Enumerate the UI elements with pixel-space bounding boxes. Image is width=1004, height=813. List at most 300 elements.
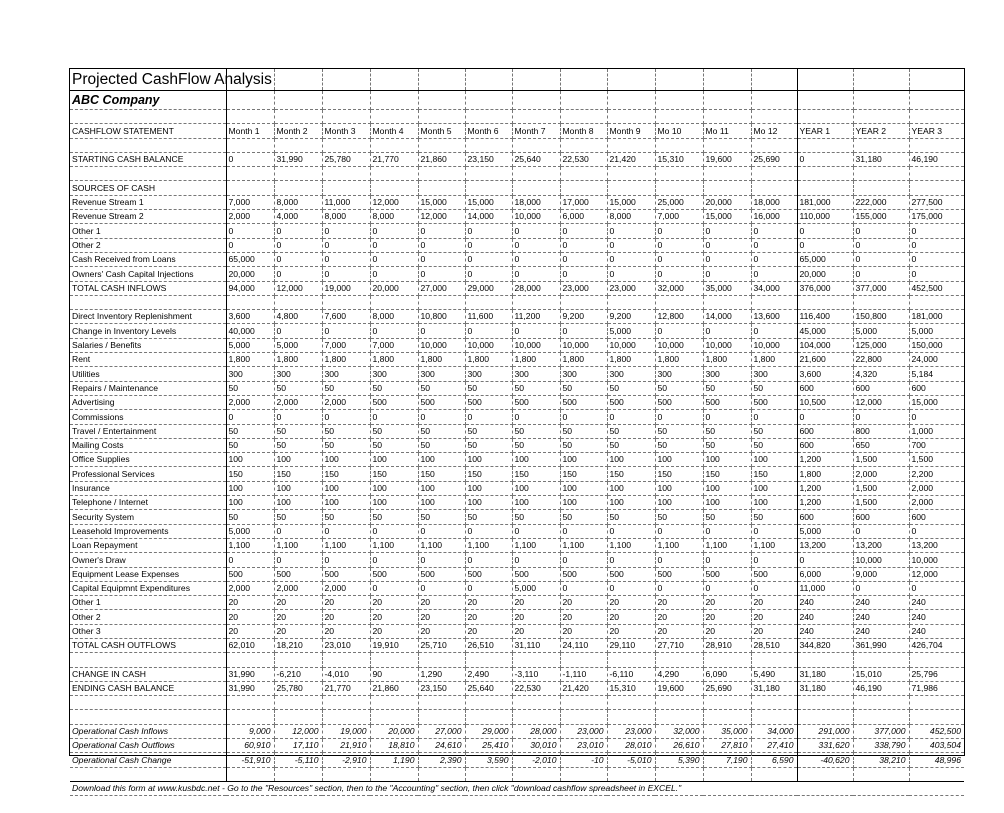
value-cell: 500	[465, 567, 512, 581]
value-cell: 100	[655, 481, 703, 495]
value-cell: 50	[560, 510, 607, 524]
value-cell: 5,000	[274, 338, 322, 352]
value-cell: 20,000	[370, 281, 418, 295]
cell	[512, 295, 560, 309]
value-cell: 48,996	[909, 753, 964, 767]
value-cell: 2,000	[322, 395, 370, 409]
value-cell: 5,000	[853, 324, 909, 338]
value-cell: 150	[274, 467, 322, 481]
row-label-cell	[70, 110, 226, 124]
value-cell: 2,000	[909, 496, 964, 510]
value-cell: 8,000	[370, 310, 418, 324]
value-cell: 31,990	[226, 681, 274, 695]
value-cell: 29,000	[465, 724, 512, 738]
title-row	[70, 69, 964, 91]
value-cell: 34,000	[751, 281, 797, 295]
value-cell: 10,000	[853, 553, 909, 567]
table-row	[70, 538, 964, 552]
value-cell: 300	[512, 367, 560, 381]
cell	[607, 167, 655, 181]
cell	[322, 181, 370, 195]
value-cell: 27,000	[418, 281, 465, 295]
cell	[322, 110, 370, 124]
value-cell: 0	[909, 224, 964, 238]
value-cell: 500	[751, 395, 797, 409]
value-cell: 65,000	[797, 252, 853, 266]
table-row	[70, 567, 964, 581]
value-cell: 20	[465, 610, 512, 624]
cell	[418, 110, 465, 124]
value-cell: 50	[751, 381, 797, 395]
value-cell: 300	[322, 367, 370, 381]
cell	[512, 91, 560, 110]
column-header: YEAR 3	[909, 124, 964, 138]
column-header: Month 8	[560, 124, 607, 138]
value-cell: 0	[560, 524, 607, 538]
cell	[909, 69, 964, 91]
cell	[418, 91, 465, 110]
column-header: Month 3	[322, 124, 370, 138]
value-cell: 1,100	[370, 538, 418, 552]
value-cell: 150,000	[909, 338, 964, 352]
cell	[751, 295, 797, 309]
value-cell: 2,000	[853, 467, 909, 481]
cell	[418, 767, 465, 781]
cell	[418, 653, 465, 667]
value-cell: 240	[909, 610, 964, 624]
value-cell: 100	[465, 496, 512, 510]
value-cell: 23,150	[418, 681, 465, 695]
value-cell: 20	[226, 624, 274, 638]
row-label: Other 3	[70, 624, 226, 638]
row-label: Operational Cash Outflows	[70, 739, 226, 753]
cell	[607, 653, 655, 667]
value-cell: 500	[751, 567, 797, 581]
value-cell: 0	[512, 267, 560, 281]
value-cell: 0	[322, 324, 370, 338]
value-cell: 25,410	[465, 739, 512, 753]
row-label: CHANGE IN CASH	[70, 667, 226, 681]
column-header: Month 5	[418, 124, 465, 138]
value-cell: 13,600	[751, 310, 797, 324]
value-cell: 0	[751, 238, 797, 252]
cell	[703, 710, 751, 724]
value-cell: 100	[512, 453, 560, 467]
value-cell: 0	[226, 553, 274, 567]
cell	[797, 653, 853, 667]
value-cell: -5,110	[274, 753, 322, 767]
value-cell: 100	[370, 481, 418, 495]
value-cell: 1,800	[560, 353, 607, 367]
value-cell: 0	[322, 410, 370, 424]
value-cell: 20	[370, 596, 418, 610]
value-cell: 600	[797, 381, 853, 395]
value-cell: 50	[655, 438, 703, 452]
cell	[607, 181, 655, 195]
value-cell: 0	[751, 553, 797, 567]
value-cell: 0	[751, 252, 797, 266]
value-cell: 500	[607, 567, 655, 581]
value-cell: 291,000	[797, 724, 853, 738]
value-cell: 9,000	[853, 567, 909, 581]
value-cell: 0	[418, 410, 465, 424]
column-header: Mo 12	[751, 124, 797, 138]
value-cell: 20	[370, 624, 418, 638]
value-cell: 0	[274, 524, 322, 538]
value-cell: 50	[322, 424, 370, 438]
value-cell: 20	[703, 596, 751, 610]
value-cell: 20	[370, 610, 418, 624]
value-cell: 50	[607, 424, 655, 438]
value-cell: 0	[655, 224, 703, 238]
blank-row	[70, 110, 964, 124]
value-cell: 15,000	[418, 195, 465, 209]
value-cell: 26,610	[655, 739, 703, 753]
cell	[607, 767, 655, 781]
value-cell: 27,000	[418, 724, 465, 738]
cell	[797, 91, 853, 110]
value-cell: 100	[322, 481, 370, 495]
cell	[465, 710, 512, 724]
value-cell: 50	[322, 510, 370, 524]
value-cell: 0	[751, 224, 797, 238]
value-cell: -51,910	[226, 753, 274, 767]
footer-note: Download this form at www.kusbdc.net - Go to the "Resources" section, then to the "Accounting" section, then click "download cashflow spreadsheet in EXCEL."	[70, 781, 964, 795]
value-cell: 40,000	[226, 324, 274, 338]
value-cell: 2,000	[909, 481, 964, 495]
value-cell: 50	[226, 510, 274, 524]
value-cell: 29,110	[607, 638, 655, 652]
value-cell: 100	[607, 481, 655, 495]
value-cell: 31,180	[853, 152, 909, 166]
cell	[370, 710, 418, 724]
cell	[465, 696, 512, 710]
value-cell: 20	[322, 596, 370, 610]
cashflow-sheet	[69, 68, 965, 794]
value-cell: 25,796	[909, 667, 964, 681]
value-cell: 31,180	[751, 681, 797, 695]
value-cell: 277,500	[909, 195, 964, 209]
cell	[909, 653, 964, 667]
value-cell: 50	[465, 381, 512, 395]
value-cell: 28,000	[512, 724, 560, 738]
value-cell: 10,000	[655, 338, 703, 352]
value-cell: 19,000	[322, 724, 370, 738]
value-cell: 0	[560, 581, 607, 595]
value-cell: 27,810	[703, 739, 751, 753]
value-cell: 2,490	[465, 667, 512, 681]
value-cell: 1,200	[797, 453, 853, 467]
cell	[226, 295, 274, 309]
cell	[797, 138, 853, 152]
value-cell: 22,530	[560, 152, 607, 166]
value-cell: 21,860	[418, 152, 465, 166]
value-cell: 50	[751, 424, 797, 438]
value-cell: 4,800	[274, 310, 322, 324]
value-cell: 1,000	[909, 424, 964, 438]
table-row	[70, 152, 964, 166]
value-cell: 100	[226, 496, 274, 510]
value-cell: 50	[418, 510, 465, 524]
value-cell: 0	[274, 324, 322, 338]
cell	[853, 69, 909, 91]
value-cell: 0	[274, 224, 322, 238]
value-cell: 300	[607, 367, 655, 381]
value-cell: 0	[418, 267, 465, 281]
value-cell: 11,200	[512, 310, 560, 324]
value-cell: 150	[370, 467, 418, 481]
value-cell: 10,000	[418, 338, 465, 352]
value-cell: 1,100	[560, 538, 607, 552]
value-cell: 20	[655, 596, 703, 610]
value-cell: 0	[607, 410, 655, 424]
value-cell: 0	[418, 553, 465, 567]
value-cell: 23,000	[560, 724, 607, 738]
cell	[751, 653, 797, 667]
value-cell: 20	[322, 624, 370, 638]
value-cell: 23,000	[607, 724, 655, 738]
value-cell: 0	[853, 410, 909, 424]
value-cell: 0	[751, 324, 797, 338]
cell	[655, 653, 703, 667]
value-cell: 20	[226, 596, 274, 610]
value-cell: 4,000	[274, 210, 322, 224]
cell	[797, 167, 853, 181]
value-cell: 0	[226, 410, 274, 424]
value-cell: 4,320	[853, 367, 909, 381]
value-cell: 35,000	[703, 281, 751, 295]
value-cell: 20	[274, 596, 322, 610]
table-row	[70, 424, 964, 438]
value-cell: 31,110	[512, 638, 560, 652]
value-cell: 1,800	[797, 467, 853, 481]
value-cell: 21,910	[322, 739, 370, 753]
value-cell: 600	[797, 424, 853, 438]
value-cell: 50	[655, 510, 703, 524]
value-cell: 31,990	[226, 667, 274, 681]
value-cell: 15,000	[465, 195, 512, 209]
value-cell: 0	[751, 581, 797, 595]
table-row	[70, 238, 964, 252]
value-cell: 0	[370, 324, 418, 338]
value-cell: 12,000	[274, 724, 322, 738]
value-cell: 8,000	[274, 195, 322, 209]
cell	[751, 710, 797, 724]
row-label: Operational Cash Inflows	[70, 724, 226, 738]
cell	[322, 295, 370, 309]
cell	[853, 653, 909, 667]
value-cell: 0	[607, 581, 655, 595]
row-label: Repairs / Maintenance	[70, 381, 226, 395]
value-cell: 338,790	[853, 739, 909, 753]
column-header: YEAR 1	[797, 124, 853, 138]
table-row	[70, 496, 964, 510]
value-cell: 0	[322, 238, 370, 252]
value-cell: 15,310	[607, 681, 655, 695]
value-cell: 15,000	[909, 395, 964, 409]
value-cell: 13,200	[797, 538, 853, 552]
table-row	[70, 753, 964, 767]
value-cell: 20	[751, 624, 797, 638]
row-label-cell	[70, 138, 226, 152]
value-cell: 1,290	[418, 667, 465, 681]
value-cell: 500	[465, 395, 512, 409]
value-cell: 0	[322, 267, 370, 281]
blank-row	[70, 696, 964, 710]
cell	[370, 69, 418, 91]
cell	[909, 138, 964, 152]
cell	[274, 69, 322, 91]
value-cell: 23,010	[560, 739, 607, 753]
value-cell: 28,000	[512, 281, 560, 295]
row-label: TOTAL CASH INFLOWS	[70, 281, 226, 295]
cell	[465, 138, 512, 152]
value-cell: -6,210	[274, 667, 322, 681]
value-cell: 0	[560, 324, 607, 338]
value-cell: 0	[512, 410, 560, 424]
value-cell: 20	[560, 596, 607, 610]
value-cell: 240	[797, 610, 853, 624]
value-cell: 50	[512, 510, 560, 524]
value-cell: 5,000	[797, 524, 853, 538]
row-label: Mailing Costs	[70, 438, 226, 452]
value-cell: 1,100	[226, 538, 274, 552]
value-cell: 23,000	[607, 281, 655, 295]
table-row	[70, 210, 964, 224]
value-cell: 1,100	[418, 538, 465, 552]
value-cell: 10,000	[751, 338, 797, 352]
value-cell: 0	[853, 267, 909, 281]
value-cell: 1,200	[797, 481, 853, 495]
cell	[560, 181, 607, 195]
value-cell: 0	[274, 553, 322, 567]
value-cell: 0	[853, 524, 909, 538]
value-cell: 0	[655, 524, 703, 538]
value-cell: 25,780	[322, 152, 370, 166]
value-cell: 8,000	[370, 210, 418, 224]
value-cell: 0	[560, 553, 607, 567]
column-header: Month 7	[512, 124, 560, 138]
value-cell: 5,490	[751, 667, 797, 681]
value-cell: 0	[853, 238, 909, 252]
value-cell: 6,000	[560, 210, 607, 224]
cell	[655, 710, 703, 724]
value-cell: 331,620	[797, 739, 853, 753]
value-cell: 32,000	[655, 724, 703, 738]
value-cell: 110,000	[797, 210, 853, 224]
value-cell: 300	[370, 367, 418, 381]
value-cell: 0	[703, 252, 751, 266]
value-cell: 240	[797, 596, 853, 610]
column-header: Month 4	[370, 124, 418, 138]
table-row	[70, 224, 964, 238]
value-cell: 100	[560, 481, 607, 495]
value-cell: 13,200	[853, 538, 909, 552]
value-cell: 20	[607, 596, 655, 610]
value-cell: 426,704	[909, 638, 964, 652]
cell	[909, 181, 964, 195]
value-cell: 20	[512, 610, 560, 624]
cell	[322, 653, 370, 667]
value-cell: 10,000	[512, 338, 560, 352]
value-cell: 50	[418, 424, 465, 438]
value-cell: 20	[607, 610, 655, 624]
value-cell: 0	[465, 252, 512, 266]
value-cell: 0	[418, 238, 465, 252]
cell	[560, 710, 607, 724]
value-cell: 50	[703, 510, 751, 524]
row-label: ENDING CASH BALANCE	[70, 681, 226, 695]
value-cell: 23,150	[465, 152, 512, 166]
table-row	[70, 395, 964, 409]
cell	[560, 110, 607, 124]
value-cell: 50	[560, 381, 607, 395]
cell	[703, 91, 751, 110]
value-cell: 300	[226, 367, 274, 381]
value-cell: 50	[322, 381, 370, 395]
value-cell: 1,800	[226, 353, 274, 367]
value-cell: 20	[512, 596, 560, 610]
column-header: Month 2	[274, 124, 322, 138]
column-header: Month 6	[465, 124, 512, 138]
value-cell: 500	[703, 567, 751, 581]
value-cell: 22,530	[512, 681, 560, 695]
value-cell: 9,200	[607, 310, 655, 324]
header-row	[70, 124, 964, 138]
cell	[797, 710, 853, 724]
value-cell: 2,000	[226, 395, 274, 409]
value-cell: 50	[465, 510, 512, 524]
value-cell: 28,910	[703, 638, 751, 652]
cell	[274, 696, 322, 710]
row-label: Salaries / Benefits	[70, 338, 226, 352]
value-cell: 0	[370, 252, 418, 266]
value-cell: 500	[274, 567, 322, 581]
value-cell: 300	[560, 367, 607, 381]
value-cell: 0	[655, 553, 703, 567]
value-cell: 31,180	[797, 681, 853, 695]
value-cell: 800	[853, 424, 909, 438]
value-cell: 1,100	[322, 538, 370, 552]
cell	[322, 167, 370, 181]
cell	[418, 138, 465, 152]
value-cell: 452,500	[909, 724, 964, 738]
value-cell: 1,800	[322, 353, 370, 367]
value-cell: 22,800	[853, 353, 909, 367]
cell	[465, 69, 512, 91]
value-cell: 0	[418, 224, 465, 238]
value-cell: -10	[560, 753, 607, 767]
value-cell: 10,000	[909, 553, 964, 567]
cell	[853, 110, 909, 124]
value-cell: 0	[560, 267, 607, 281]
value-cell: 26,510	[465, 638, 512, 652]
value-cell: 150	[751, 467, 797, 481]
value-cell: 0	[607, 252, 655, 266]
value-cell: 18,810	[370, 739, 418, 753]
row-label-cell	[70, 653, 226, 667]
cell	[226, 710, 274, 724]
cell	[274, 653, 322, 667]
value-cell: 222,000	[853, 195, 909, 209]
value-cell: 1,800	[751, 353, 797, 367]
value-cell: 25,780	[274, 681, 322, 695]
value-cell: 11,000	[322, 195, 370, 209]
value-cell: 4,290	[655, 667, 703, 681]
row-label: Rent	[70, 353, 226, 367]
cell	[853, 767, 909, 781]
cell	[512, 696, 560, 710]
